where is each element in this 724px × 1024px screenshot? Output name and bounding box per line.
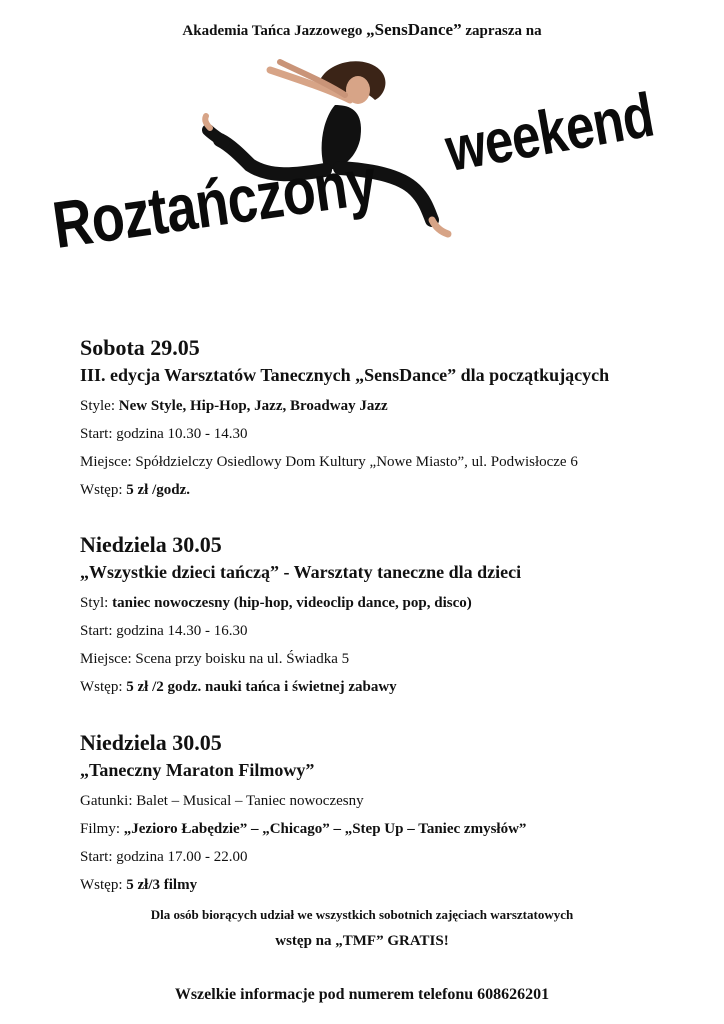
section-day: Niedziela 30.05 bbox=[80, 730, 222, 755]
header-post: zaprasza na bbox=[465, 23, 542, 39]
info-row-genres: Gatunki: Balet – Musical – Taniec nowoczesny bbox=[80, 793, 364, 809]
section-title: „Taneczny Maraton Filmowy” bbox=[80, 760, 315, 780]
header-line bbox=[0, 20, 724, 40]
note-line-2: wstęp na „TMF” GRATIS! bbox=[275, 933, 449, 949]
footer-contact: Wszelkie informacje pod numerem telefonu 608626201 bbox=[174, 986, 550, 1003]
hero-word-1: Roztańczony bbox=[48, 143, 381, 262]
info-row-entry: Wstęp: 5 zł /godz. bbox=[80, 482, 190, 498]
section-saturday bbox=[80, 335, 710, 499]
info-row-start: Start: godzina 14.30 - 16.30 bbox=[80, 623, 248, 639]
info-row-start: Start: godzina 10.30 - 14.30 bbox=[80, 426, 248, 442]
info-row-style: Styl: taniec nowoczesny (hip-hop, videoclip dance, pop, disco) bbox=[80, 595, 472, 611]
header-brand: „SensDance” bbox=[366, 20, 462, 39]
info-row-place: Miejsce: Scena przy boisku na ul. Świadka 5 bbox=[80, 651, 350, 667]
info-row-entry: Wstęp: 5 zł/3 filmy bbox=[80, 877, 198, 893]
section-title: III. edycja Warsztatów Tanecznych „SensDance” dla początkujących bbox=[80, 365, 610, 385]
info-row-start: Start: godzina 17.00 - 22.00 bbox=[80, 849, 248, 865]
section-sunday-kids bbox=[80, 532, 710, 696]
hero-word-2: weekend bbox=[440, 80, 659, 185]
info-row-style: Style: New Style, Hip-Hop, Jazz, Broadway Jazz bbox=[80, 398, 388, 414]
info-row-entry: Wstęp: 5 zł /2 godz. nauki tańca i świetnej zabawy bbox=[80, 679, 397, 695]
info-row-films: Filmy: „Jezioro Łabędzie” – „Chicago” – „Step Up – Taniec zmysłów” bbox=[80, 821, 527, 837]
section-title: „Wszystkie dzieci tańczą” - Warsztaty taneczne dla dzieci bbox=[80, 562, 522, 582]
section-day: Niedziela 30.05 bbox=[80, 532, 222, 557]
note-line-1: Dla osób biorących udział we wszystkich sobotnich zajęciach warsztatowych bbox=[150, 907, 574, 922]
header-pre: Akademia Tańca Jazzowego bbox=[182, 23, 363, 39]
section-day: Sobota 29.05 bbox=[80, 335, 200, 360]
info-row-place: Miejsce: Spółdzielczy Osiedlowy Dom Kultury „Nowe Miasto”, ul. Podwisłocze 6 bbox=[80, 454, 578, 470]
section-sunday-films bbox=[80, 730, 710, 894]
